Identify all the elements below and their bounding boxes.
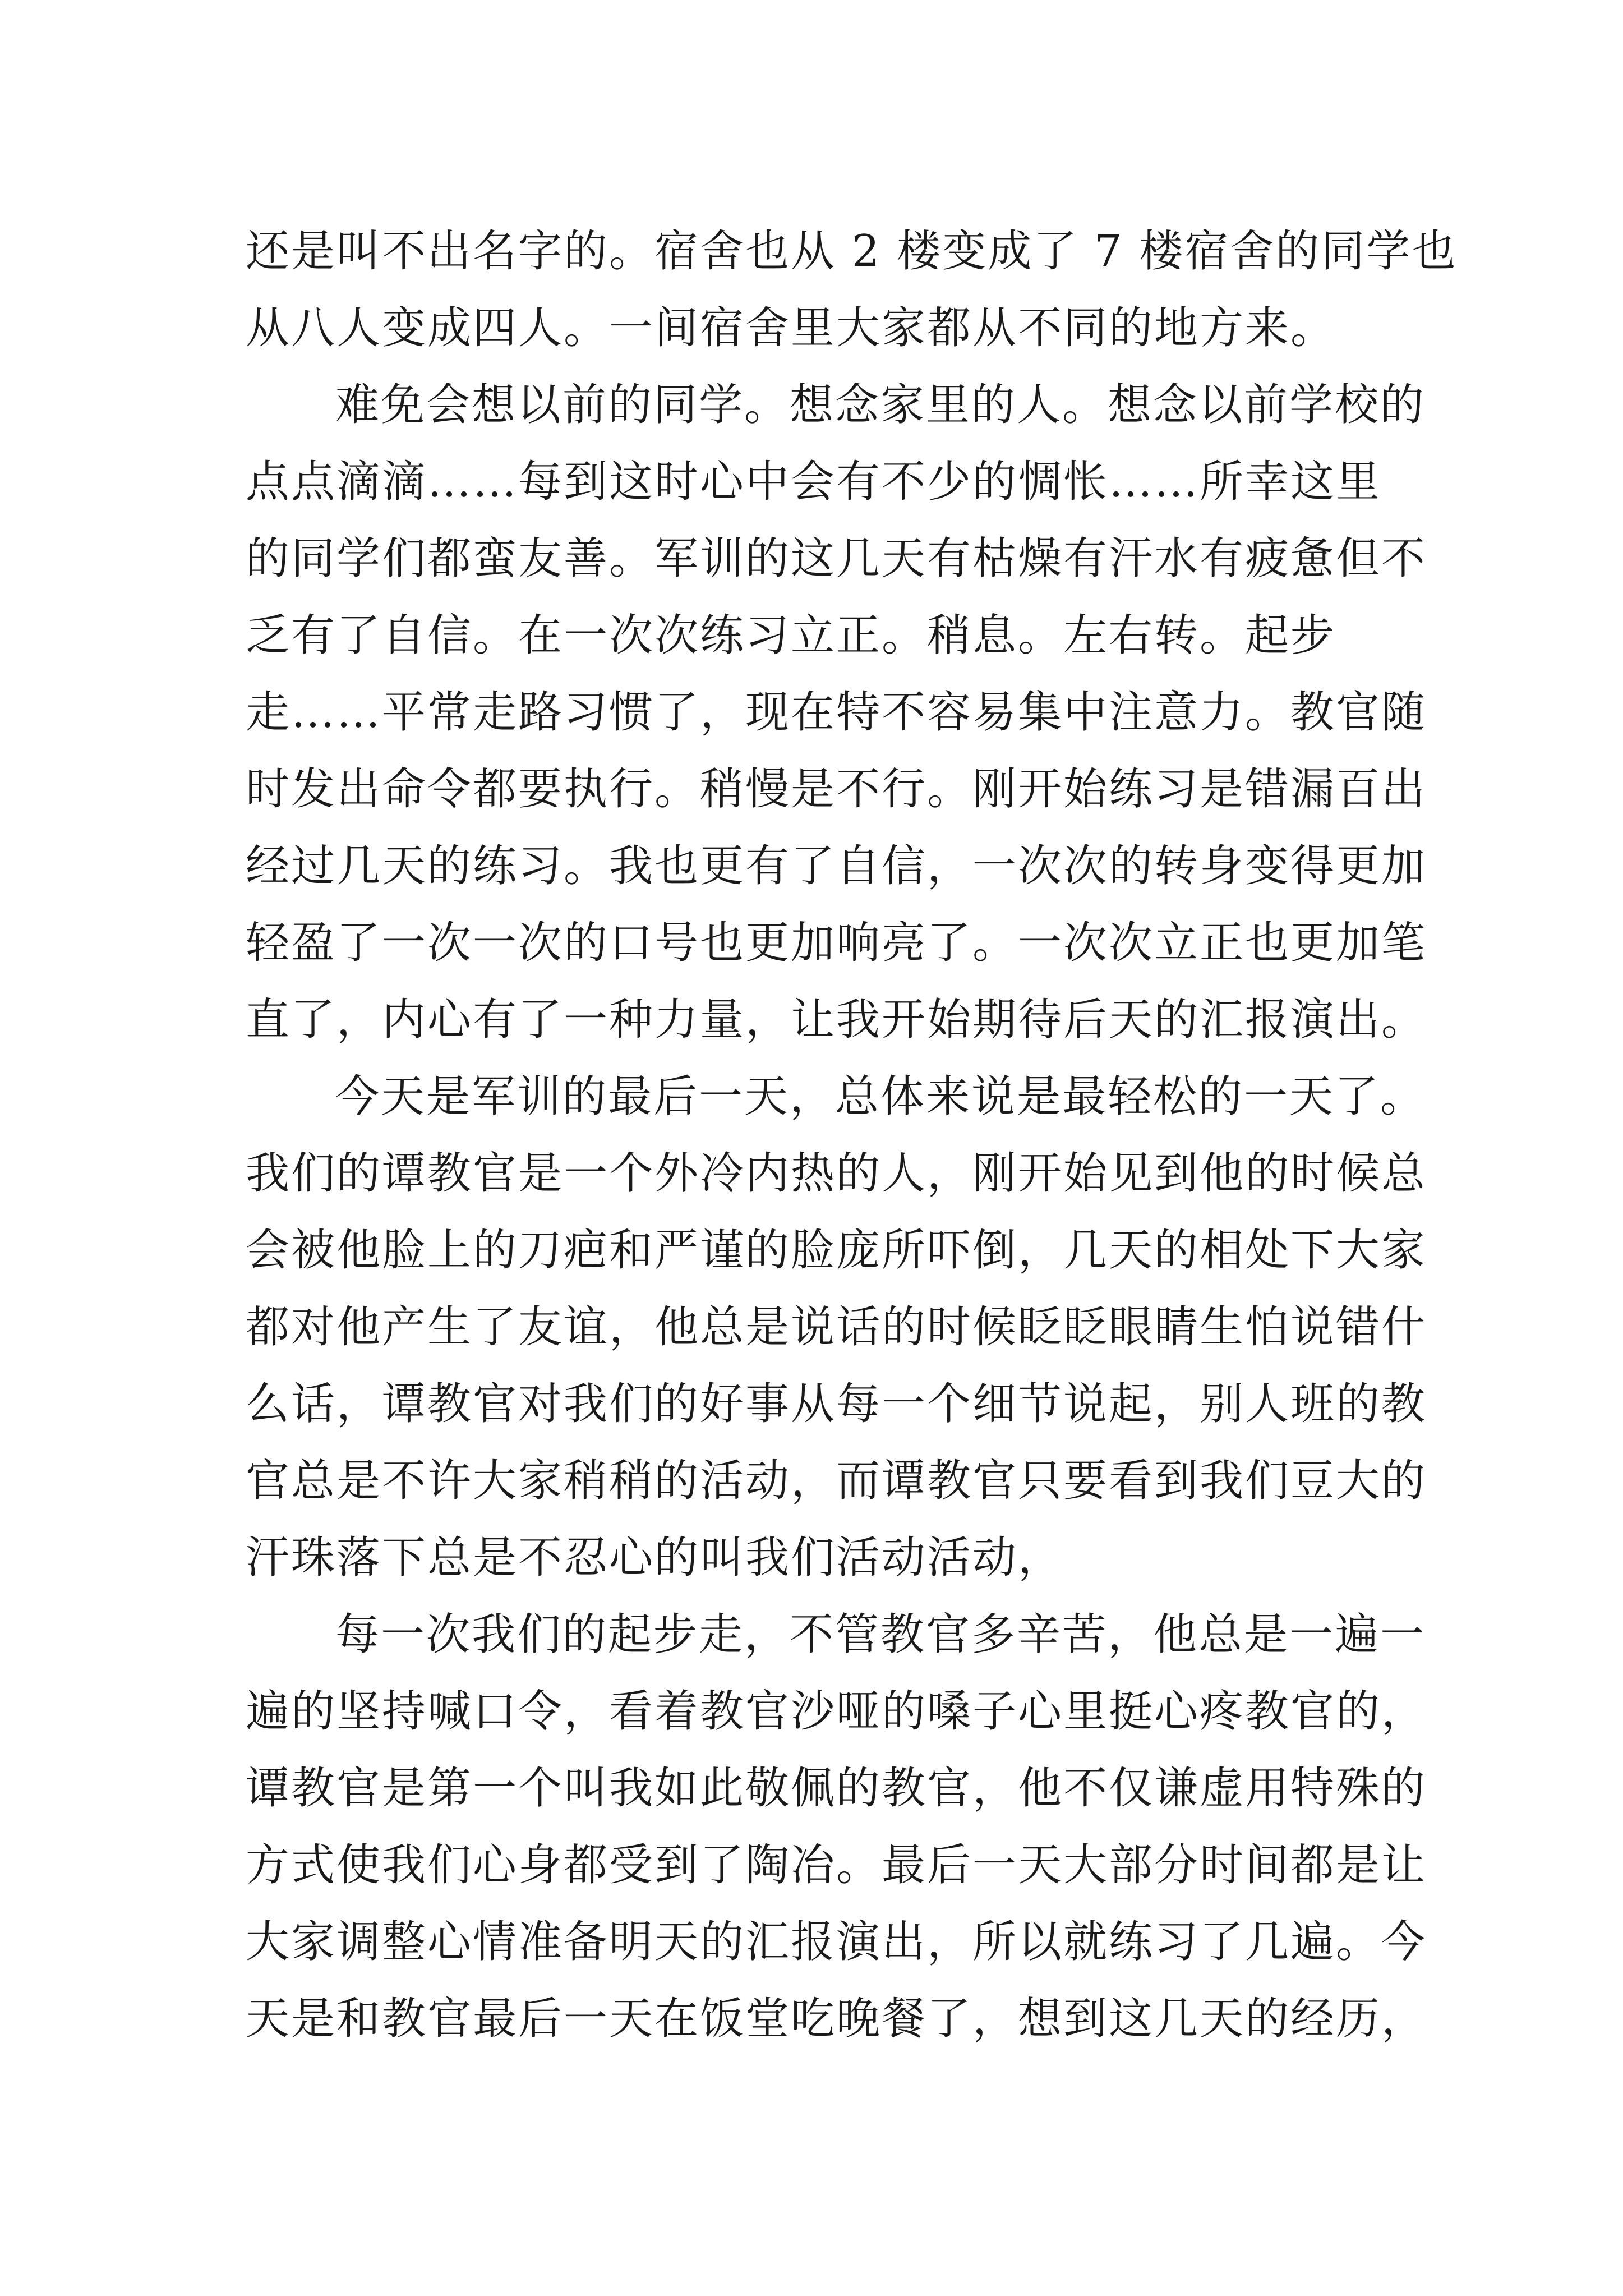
text-line: 大家调整心情准备明天的汇报演出，所以就练习了几遍。今 [246, 1917, 1427, 1967]
text-line: 谭教官是第一个叫我如此敬佩的教官，他不仅谦虚用特殊的 [246, 1763, 1427, 1814]
text-line: 都对他产生了友谊，他总是说话的时候眨眨眼睛生怕说错什 [246, 1302, 1427, 1352]
text-line: 走……平常走路习惯了，现在特不容易集中注意力。教官随 [246, 687, 1427, 738]
text-line: 遍的坚持喊口令，看着教官沙哑的嗓子心里挺心疼教官的， [246, 1686, 1427, 1737]
text-line: 经过几天的练习。我也更有了自信，一次次的转身变得更加 [246, 841, 1427, 891]
text-line: 会被他脸上的刀疤和严谨的脸庞所吓倒，几天的相处下大家 [246, 1225, 1427, 1276]
paragraph-start-line: 难免会想以前的同学。想念家里的人。想念以前学校的 [335, 380, 1426, 430]
text-line: 方式使我们心身都受到了陶冶。最后一天大部分时间都是让 [246, 1840, 1427, 1890]
text-line: 还是叫不出名字的。宿舍也从 2 楼变成了 7 楼宿舍的同学也 [246, 226, 1458, 277]
body-text [246, 213, 1458, 2058]
text-line: 官总是不许大家稍稍的活动，而谭教官只要看到我们豆大的 [246, 1456, 1427, 1506]
text-line: 轻盈了一次一次的口号也更加响亮了。一次次立正也更加笔 [246, 918, 1427, 968]
text-line: 从八人变成四人。一间宿舍里大家都从不同的地方来。 [246, 303, 1336, 353]
text-line: 么话，谭教官对我们的好事从每一个细节说起，别人班的教 [246, 1379, 1427, 1429]
text-line: 的同学们都蛮友善。军训的这几天有枯燥有汗水有疲惫但不 [246, 533, 1427, 584]
text-line: 乏有了自信。在一次次练习立正。稍息。左右转。起步 [246, 610, 1336, 661]
text-line: 时发出命令都要执行。稍慢是不行。刚开始练习是错漏百出 [246, 764, 1427, 815]
text-line: 汗珠落下总是不忍心的叫我们活动活动， [246, 1533, 1064, 1583]
text-line: 点点滴滴……每到这时心中会有不少的惆怅……所幸这里 [246, 457, 1382, 507]
text-line: 直了，内心有了一种力量，让我开始期待后天的汇报演出。 [246, 995, 1427, 1045]
paragraph-start-line: 今天是军训的最后一天，总体来说是最轻松的一天了。 [335, 1071, 1426, 1122]
paragraph-start-line: 每一次我们的起步走，不管教官多辛苦，他总是一遍一 [335, 1609, 1426, 1660]
text-line: 天是和教官最后一天在饭堂吃晚餐了，想到这几天的经历， [246, 1994, 1427, 2044]
text-line: 我们的谭教官是一个外冷内热的人，刚开始见到他的时候总 [246, 1148, 1427, 1199]
